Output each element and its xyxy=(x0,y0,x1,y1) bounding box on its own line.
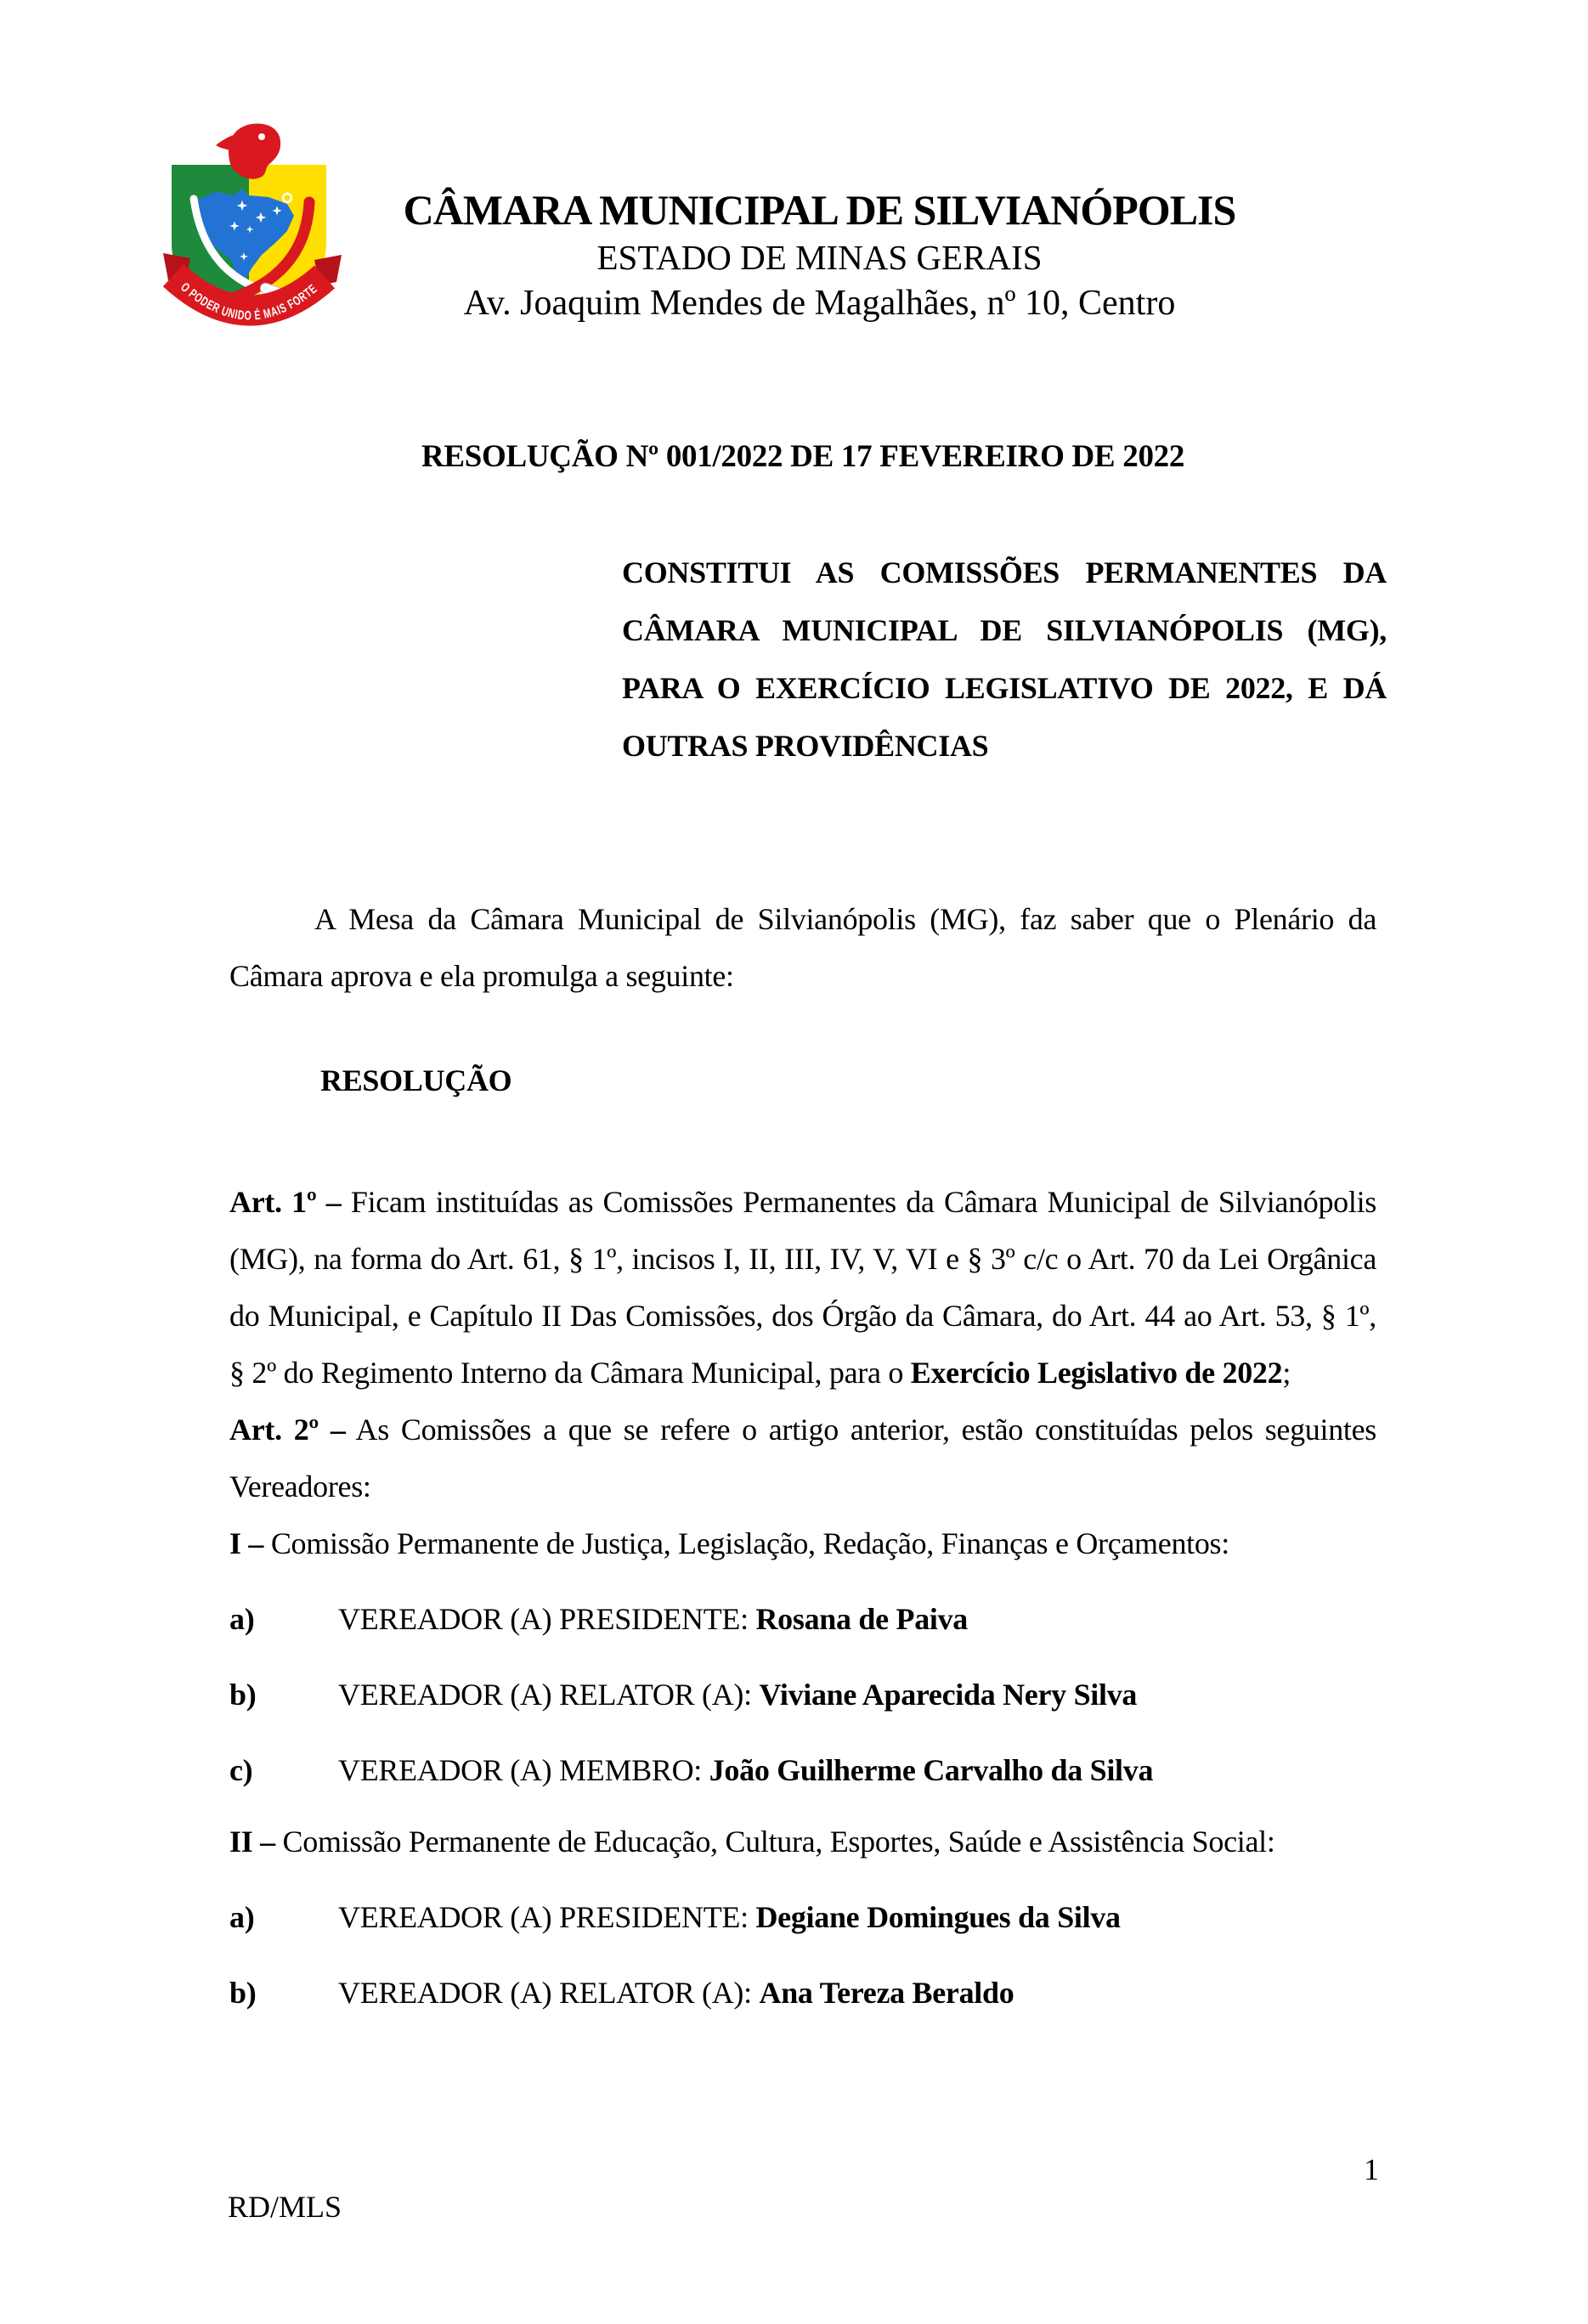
state-name: ESTADO DE MINAS GERAIS xyxy=(596,238,1043,277)
member-letter: b) xyxy=(229,1976,257,2010)
member-letter: c) xyxy=(229,1753,253,1787)
resolution-title: RESOLUÇÃO Nº 001/2022 DE 17 FEVEREIRO DE 2022 xyxy=(421,439,1185,474)
member-role: VEREADOR (A) RELATOR (A): xyxy=(338,1976,760,2010)
article-2-label: Art. 2º – xyxy=(229,1413,346,1447)
member-name: Degiane Domingues da Silva xyxy=(755,1900,1121,1934)
commission-2-numeral: II – xyxy=(229,1825,275,1859)
member-letter: b) xyxy=(229,1678,257,1712)
commission-1-numeral: I – xyxy=(229,1526,264,1560)
member-role: VEREADOR (A) PRESIDENTE: xyxy=(338,1900,756,1934)
preamble-paragraph: A Mesa da Câmara Municipal de Silvianópolis (MG), faz saber que o Plenário da Câmara aprova e ela promulga a seguinte: xyxy=(229,902,1376,993)
member-role: VEREADOR (A) MEMBRO: xyxy=(338,1753,709,1787)
article-1 xyxy=(229,1174,1376,1402)
article-1-suffix: ; xyxy=(1282,1356,1291,1390)
article-1-label: Art. 1º – xyxy=(229,1185,342,1219)
member-role: VEREADOR (A) RELATOR (A): xyxy=(338,1678,760,1712)
member-letter: a) xyxy=(229,1900,255,1934)
commission-2-heading xyxy=(229,1814,1376,1870)
member-row-1a xyxy=(229,1591,1376,1648)
commission-1-heading xyxy=(229,1515,1376,1572)
page-number: 1 xyxy=(1364,2152,1379,2186)
article-1-text: Ficam instituídas as Comissões Permanentes da Câmara Municipal de Silvianópolis (MG), na forma do Art. 61, § 1º, incisos I, II, III, IV, V, VI e § 3º c/c o Art. 70 da Lei Orgânica do Municipal, e Capítulo II Das Comissões, dos Órgão da Câmara, do Art. 44 ao Art. 53, § 1º, § 2º do Regimento Interno da Câmara Municipal, para o xyxy=(229,1185,1376,1390)
commission-2-title: Comissão Permanente de Educação, Cultura, Esportes, Saúde e Assistência Social: xyxy=(274,1825,1275,1859)
org-name: CÂMARA MUNICIPAL DE SILVIANÓPOLIS xyxy=(403,186,1236,234)
member-letter: a) xyxy=(229,1602,255,1636)
member-name: Rosana de Paiva xyxy=(755,1602,969,1636)
member-role: VEREADOR (A) PRESIDENTE: xyxy=(338,1602,756,1636)
member-name: Viviane Aparecida Nery Silva xyxy=(759,1678,1138,1712)
member-row-2a xyxy=(229,1889,1376,1946)
member-name: Ana Tereza Beraldo xyxy=(759,1976,1014,2010)
motto-label: O PODER UNIDO É MAIS FORTE xyxy=(178,279,323,324)
doc-reference: RD/MLS xyxy=(228,2190,342,2224)
document-body xyxy=(229,0,1387,2022)
member-name: João Guilherme Carvalho da Silva xyxy=(709,1753,1154,1787)
article-2 xyxy=(229,1402,1376,1515)
member-row-2b xyxy=(229,1965,1376,2022)
article-2-text: As Comissões a que se refere o artigo anterior, estão constituídas pelos seguintes Vereadores: xyxy=(229,1413,1376,1503)
resolution-summary: CONSTITUI AS COMISSÕES PERMANENTES DA CÂMARA MUNICIPAL DE SILVIANÓPOLIS (MG), PARA O EXERCÍCIO LEGISLATIVO DE 2022, E DÁ OUTRAS PROVIDÊNCIAS xyxy=(622,556,1387,763)
member-row-1c xyxy=(229,1742,1376,1799)
member-row-1b xyxy=(229,1667,1376,1723)
commission-1-title: Comissão Permanente de Justiça, Legislação, Redação, Finanças e Orçamentos: xyxy=(263,1526,1229,1560)
article-1-bold-phrase: Exercício Legislativo de 2022 xyxy=(910,1356,1283,1390)
section-heading: RESOLUÇÃO xyxy=(320,1063,512,1097)
address-line: Av. Joaquim Mendes de Magalhães, nº 10, Centro xyxy=(463,284,1176,323)
